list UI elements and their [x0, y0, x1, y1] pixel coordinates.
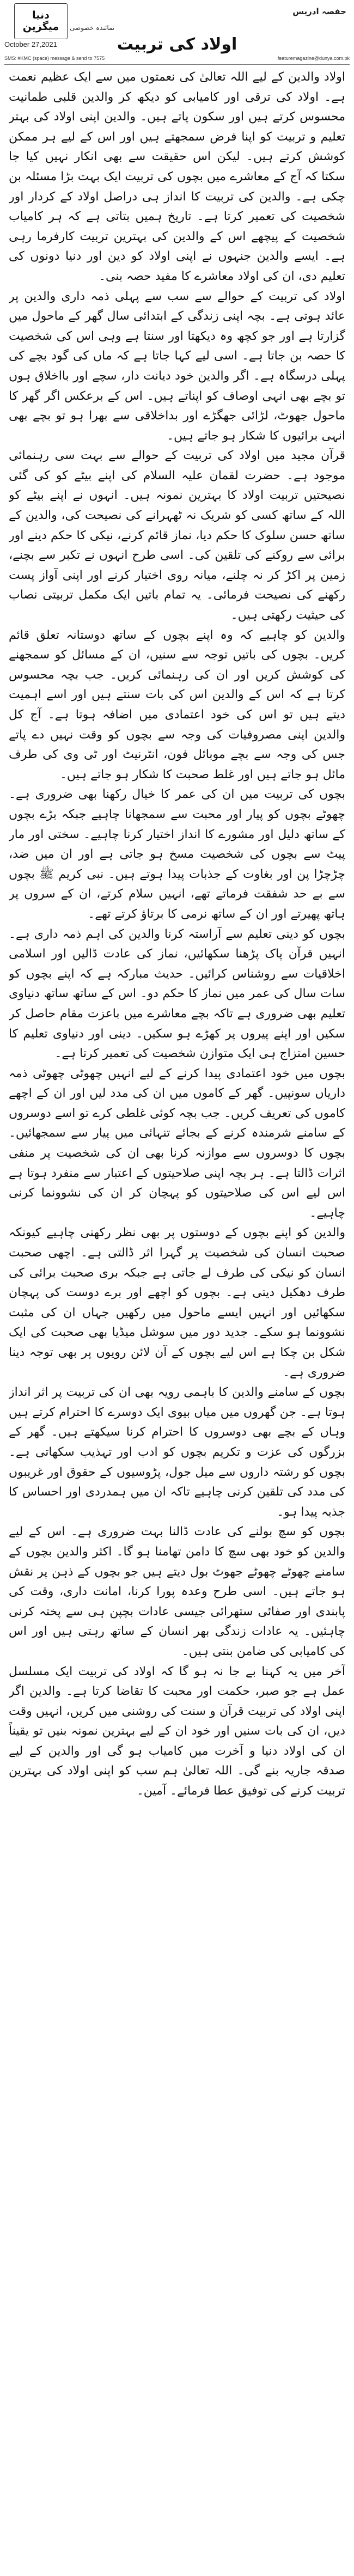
- contact-email[interactable]: featuremagazine@dunya.com.pk: [277, 56, 350, 61]
- header-divider: [4, 64, 350, 65]
- paragraph: آخر میں یہ کہنا بے جا نہ ہو گا کہ اولاد کی تربیت ایک مسلسل عمل ہے جو صبر، حکمت اور محبت کا تقاضا کرتا ہے۔ والدین اگر اپنی اولاد کی تربیت قرآن و سنت کی روشنی میں کریں، انہیں وقت دیں، ان کی بات سنیں اور خود ان کے لیے بہترین نمونہ بنیں تو یقیناً ان کی اولاد دنیا و آخرت میں کامیاب ہو گی اور والدین کے لیے صدقہ جاریہ بنے گی۔ اللہ تعالیٰ ہم سب کو اپنی اولاد کی بہترین تربیت کرنے کی توفیق عطا فرمائے۔ آمین۔: [9, 1664, 345, 1798]
- paragraph: بچوں کے سامنے والدین کا باہمی رویہ بھی ان کی تربیت پر اثر انداز ہوتا ہے۔ جن گھروں میں میاں بیوی ایک دوسرے کا احترام کرتے ہیں وہاں کے بچے بھی دوسروں کا احترام کرنا سیکھتے ہیں۔ گھر کے بزرگوں کی عزت و تکریم بچوں کو ادب اور تہذیب سکھاتی ہے۔ بچوں کو رشتہ داروں سے میل جول، پڑوسیوں کے حقوق اور غریبوں کی مدد کی تلقین کرنی چاہیے تاکہ ان میں ہمدردی اور احساس کا جذبہ پیدا ہو۔: [9, 1385, 345, 1519]
- paragraph: والدین کو چاہیے کہ وہ اپنے بچوں کے ساتھ دوستانہ تعلق قائم کریں۔ بچوں کی باتیں توجہ سے سنیں، ان کے مسائل کو سمجھنے کی کوشش کریں اور ان کی رہنمائی کریں۔ جب بچہ محسوس کرتا ہے کہ اس کے والدین اس کی بات سنتے ہیں اور اسے اہمیت دیتے ہیں تو اس کی خود اعتمادی میں اضافہ ہوتا ہے۔ آج کل والدین اپنی مصروفیات کی وجہ سے بچوں کو وقت نہیں دے پاتے جس کی وجہ سے بچے موبائل فون، انٹرنیٹ اور ٹی وی کی طرف مائل ہو جاتے ہیں اور غلط صحبت کا شکار ہو جاتے ہیں۔: [9, 628, 345, 782]
- paragraph: قرآن مجید میں اولاد کی تربیت کے حوالے سے بہت سی رہنمائی موجود ہے۔ حضرت لقمان علیہ السلام کی اپنے بیٹے کو کی گئی نصیحتیں تربیت اولاد کا بہترین نمونہ ہیں۔ انہوں نے اپنے بیٹے کو اللہ کے ساتھ کسی کو شریک نہ ٹھہرانے کی نصیحت کی، والدین کے ساتھ حسن سلوک کا حکم دیا، نماز قائم کرنے، نیکی کا حکم دینے اور برائی سے روکنے کی تلقین کی۔ اسی طرح انہوں نے تکبر سے بچنے، زمین پر اکڑ کر نہ چلنے، میانہ روی اختیار کرنے اور اپنی آواز پست رکھنے کی نصیحت فرمائی۔ یہ تمام باتیں ایک مکمل تربیتی نصاب کی حیثیت رکھتی ہیں۔: [9, 449, 345, 622]
- logo-line-1: دنیا: [32, 9, 50, 22]
- publication-logo: [14, 3, 68, 39]
- paragraph: اولاد کی تربیت کے حوالے سے سب سے پہلی ذمہ داری والدین پر عائد ہوتی ہے۔ بچہ اپنی زندگی کے ابتدائی سال گھر کے ماحول میں گزارتا ہے اور جو کچھ وہ دیکھتا اور سنتا ہے وہی اس کی شخصیت کا حصہ بن جاتا ہے۔ اسی لیے کہا جاتا ہے کہ ماں کی گود بچے کی پہلی درسگاہ ہے۔ اگر والدین خود دیانت دار، سچے اور بااخلاق ہوں تو بچے بھی انہی اوصاف کو اپناتے ہیں۔ اس کے برعکس اگر گھر کا ماحول جھوٹ، لڑائی جھگڑے اور بداخلاقی سے بھرا ہو تو بچے بھی انہی برائیوں کا شکار ہو جاتے ہیں۔: [9, 289, 345, 443]
- paragraph: والدین کو اپنے بچوں کے دوستوں پر بھی نظر رکھنی چاہیے کیونکہ صحبت انسان کی شخصیت پر گہرا اثر ڈالتی ہے۔ اچھی صحبت انسان کو نیکی کی طرف لے جاتی ہے جبکہ بری صحبت برائی کی طرف دھکیل دیتی ہے۔ بچوں کو اچھے اور برے دوست کی پہچان سکھائیں اور انہیں ایسے ماحول میں رکھیں جہاں ان کی مثبت نشوونما ہو سکے۔ جدید دور میں سوشل میڈیا بھی صحبت کی ایک شکل بن چکا ہے اس لیے بچوں کے آن لائن رویوں پر بھی توجہ دینا ضروری ہے۔: [9, 1226, 345, 1379]
- byline: حفصہ ادریس: [292, 7, 346, 16]
- article-title: اولاد کی تربیت: [117, 35, 237, 54]
- contact-strip: [4, 54, 350, 63]
- sms-info: SMS: #KMC (space) message & send to 7575: [4, 56, 105, 61]
- logo-line-2: میگزین: [22, 21, 59, 33]
- paragraph: بچوں میں خود اعتمادی پیدا کرنے کے لیے انہیں چھوٹی چھوٹی ذمہ داریاں سونپیں۔ گھر کے کاموں میں ان کی مدد لیں اور ان کے اچھے کاموں کی تعریف کریں۔ جب بچہ کوئی غلطی کرے تو اسے دوسروں کے سامنے شرمندہ کرنے کے بجائے تنہائی میں پیار سے سمجھائیں۔ بچوں کا دوسروں سے موازنہ کرنا بھی ان کی شخصیت پر منفی اثرات ڈالتا ہے۔ ہر بچہ اپنی صلاحیتوں کے اعتبار سے منفرد ہوتا ہے اس لیے اس کی صلاحیتوں کو پہچان کر ان کی نشوونما کرنی چاہیے۔: [9, 1066, 345, 1220]
- article-header: [0, 0, 354, 54]
- paragraph: اولاد والدین کے لیے اللہ تعالیٰ کی نعمتوں میں سے ایک عظیم نعمت ہے۔ اولاد کی ترقی اور کامیابی کو دیکھ کر والدین قلبی طمانیت محسوس کرتے ہیں اور سکون پاتے ہیں۔ والدین اپنی اولاد کی بہتر تعلیم و تربیت کو اپنا فرض سمجھتے ہیں اور اس کے لیے ہر ممکن کوشش کرتے ہیں۔ لیکن اس حقیقت سے بھی انکار نہیں کیا جا سکتا کہ آج کے معاشرے میں بچوں کی تربیت ایک بہت بڑا مسئلہ بن چکی ہے۔ والدین کی تربیت کا انداز ہی دراصل اولاد کے کردار اور شخصیت کی تعمیر کرتا ہے۔ تاریخ ہمیں بتاتی ہے کہ ہر کامیاب شخصیت کے پیچھے اس کے والدین کی بہترین تربیت کارفرما رہی ہے۔ ایسے والدین جنہوں نے اپنی اولاد کو دین اور دنیا دونوں کی تعلیم دی، ان کی اولاد معاشرے کا مفید حصہ بنی۔: [9, 70, 345, 283]
- paragraph: بچوں کو سچ بولنے کی عادت ڈالنا بہت ضروری ہے۔ اس کے لیے والدین کو خود بھی سچ کا دامن تھامنا ہو گا۔ اکثر والدین بچوں کے سامنے چھوٹے چھوٹے جھوٹ بول دیتے ہیں جو بچوں کے ذہن پر نقش ہو جاتے ہیں۔ اسی طرح وعدہ پورا کرنا، امانت داری، وقت کی پابندی اور صفائی ستھرائی جیسی عادات بچپن ہی سے پختہ کرنی چاہئیں۔ یہ عادات زندگی بھر انسان کے ساتھ رہتی ہیں اور اس کی کامیابی کی ضامن بنتی ہیں۔: [9, 1525, 345, 1658]
- article-body: [9, 68, 345, 2571]
- author-name: نمائندہ خصوصی: [70, 24, 115, 32]
- publish-date: October 27,2021: [4, 40, 57, 48]
- paragraph: بچوں کو دینی تعلیم سے آراستہ کرنا والدین کی اہم ذمہ داری ہے۔ انہیں قرآن پاک پڑھنا سکھائیں، نماز کی عادت ڈالیں اور اسلامی اخلاقیات سے روشناس کرائیں۔ حدیث مبارکہ ہے کہ اپنے بچوں کو سات سال کی عمر میں نماز کا حکم دو۔ اس کے ساتھ ساتھ دنیاوی تعلیم بھی ضروری ہے تاکہ بچے معاشرے میں باعزت مقام حاصل کر سکیں اور اپنے پیروں پر کھڑے ہو سکیں۔ دینی اور دنیاوی تعلیم کا حسین امتزاج ہی ایک متوازن شخصیت کی تعمیر کرتا ہے۔: [9, 927, 345, 1061]
- paragraph: بچوں کی تربیت میں ان کی عمر کا خیال رکھنا بھی ضروری ہے۔ چھوٹے بچوں کو پیار اور محبت سے سمجھانا چاہیے جبکہ بڑے بچوں کے ساتھ دلیل اور مشورے کا انداز اختیار کرنا چاہیے۔ سختی اور مار پیٹ سے بچوں کی شخصیت مسخ ہو جاتی ہے اور ان میں ضد، چڑچڑا پن اور بغاوت کے جذبات پیدا ہوتے ہیں۔ نبی کریم ﷺ بچوں سے بے حد شفقت فرماتے تھے، انہیں سلام کرتے، ان کے سروں پر ہاتھ پھیرتے اور ان کے ساتھ نرمی کا برتاؤ کرتے تھے۔: [9, 788, 345, 921]
